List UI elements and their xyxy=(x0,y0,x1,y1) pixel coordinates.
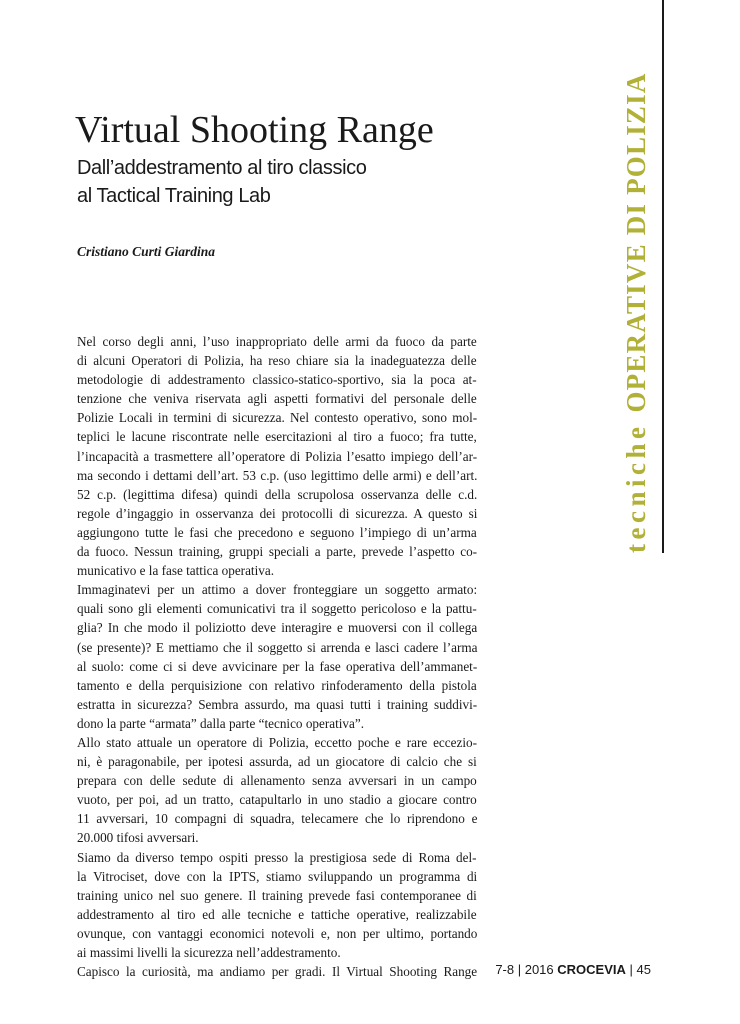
section-label-main: OPERATIVE DI POLIZIA xyxy=(621,72,651,413)
body-line: quali sono gli elementi comunicativi tra il soggetto pericoloso e la pattu- xyxy=(77,601,477,617)
body-line: ai massimi livelli la sicurezza nell’addestramento. xyxy=(77,945,341,960)
vertical-divider-rule xyxy=(662,0,664,553)
body-line: teplici le lacune riscontrate nelle esercitazioni al tiro a fuoco; fra tutte, xyxy=(77,429,477,445)
body-line: Immaginatevi per un attimo a dover fronteggiare un soggetto armato: xyxy=(77,582,478,598)
footer-issue: 7-8 | 2016 xyxy=(495,962,554,977)
body-line: 20.000 tifosi avversari. xyxy=(77,830,199,846)
body-line: al suolo: come ci si deve avvicinare per la fase operativa dell’ammanet- xyxy=(77,658,478,674)
section-label-prefix: tecniche xyxy=(621,422,651,553)
body-line: glia? In che modo il poliziotto deve interagire e muoversi con il collega xyxy=(77,620,478,636)
body-line: ovunque, con vantaggi economici notevoli e, non per ultimo, portando xyxy=(77,925,478,941)
body-line: Polizie Locali in termini di sicurezza. Nel contesto operativo, sono mol- xyxy=(77,410,478,426)
body-line: prepara con delle sedute di allenamento senza avversari in un campo xyxy=(77,773,477,789)
body-line: Allo stato attuale un operatore di Polizia, eccetto poche e rare eccezio- xyxy=(77,734,477,750)
body-line: training unico nel suo genere. Il training prevede fasi contemporanee di xyxy=(77,887,477,903)
body-line: ni, è paragonabile, per ipotesi assurda, ad un giocatore di calcio che si xyxy=(77,754,477,770)
body-line: la Vitrociset, dove con la IPTS, stiamo sviluppando un programma di xyxy=(77,868,478,884)
body-line: regole d’ingaggio in osservanza dei protocolli di sicurezza. A questo si xyxy=(77,505,478,521)
footer-separator: | xyxy=(629,962,633,977)
subtitle-line: Dall’addestramento al tiro classico xyxy=(77,157,367,179)
body-line: dono la parte “armata” dalla parte “tecnico operativa”. xyxy=(77,715,365,731)
body-line: di alcuni Operatori di Polizia, ha reso chiare sia la inadeguatezza delle xyxy=(77,353,477,369)
body-line: 52 c.p. (legittima difesa) quindi della scrupolosa osservanza delle c.d. xyxy=(77,486,478,502)
body-line: addestramento al tiro ed alle tecniche e tattiche operative, realizzabile xyxy=(77,906,477,922)
article-title: Virtual Shooting Range xyxy=(75,109,434,151)
body-line: aggiungono tutte le fasi che precedono e seguono l’impiego di un’arma xyxy=(77,524,477,540)
article-body xyxy=(77,332,477,981)
body-line: (se presente)? E mettiamo che il soggetto si arrenda e lasci cadere l’arma xyxy=(77,639,478,655)
body-line: municativo e la fase tattica operativa. xyxy=(77,563,274,579)
footer-brand: CROCEVIA xyxy=(557,962,626,977)
article-author: Cristiano Curti Giardina xyxy=(77,244,216,259)
body-line: da fuoco. Nessun training, gruppi speciali a parte, prevede l’aspetto co- xyxy=(77,544,478,560)
body-line: Capisco la curiosità, ma andiamo per gradi. Il Virtual Shooting Range xyxy=(77,964,478,980)
article-subtitle xyxy=(77,154,497,210)
subtitle-line: al Tactical Training Lab xyxy=(77,185,271,207)
body-line: 11 avversari, 10 compagni di squadra, telecamere che lo riprendono e xyxy=(77,811,478,827)
footer-page-number: 45 xyxy=(636,962,651,977)
body-line: tamento e della perquisizione con relativo rinfoderamento della pistola xyxy=(77,677,477,693)
body-line: Siamo da diverso tempo ospiti presso la prestigiosa sede di Roma del- xyxy=(77,849,477,865)
body-line: ma secondo i dettami dell’art. 53 c.p. (uso legittimo delle armi) e dell’art. xyxy=(77,467,478,483)
body-line: Nel corso degli anni, l’uso inappropriato delle armi da fuoco da parte xyxy=(77,334,477,349)
page-footer xyxy=(495,961,651,979)
body-line: l’incapacità a trasmettere all’operatore di Polizia l’esatto impiego dell’ar- xyxy=(77,448,478,464)
body-line: metodologie di addestramento classico-statico-sportivo, sia la poca at- xyxy=(77,372,477,388)
body-line: estratta in sicurezza? Sembra assurdo, ma quasi tutti i training suddivi- xyxy=(77,696,478,712)
body-line: tenzione che veniva riservata agli aspetti formativi del personale delle xyxy=(77,391,477,407)
body-line: vuoto, per poi, ad un tratto, catapultarlo in uno stadio a giocare contro xyxy=(77,792,477,808)
section-label xyxy=(614,72,658,553)
